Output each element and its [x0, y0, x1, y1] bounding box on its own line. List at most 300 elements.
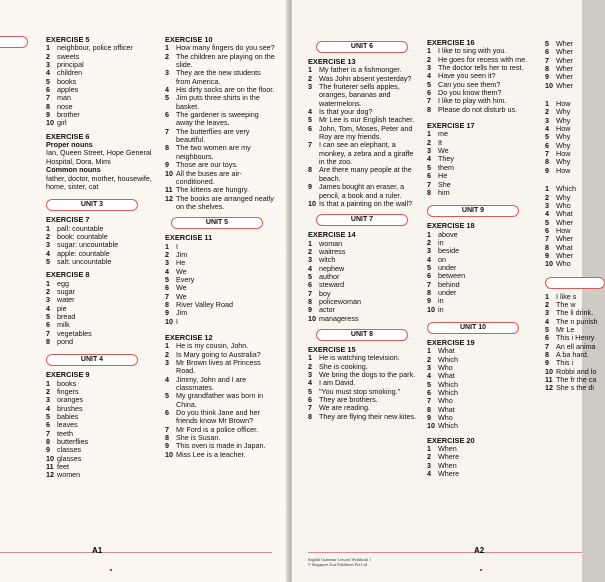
answer-item: [545, 65, 605, 73]
answer-text: The two women are my neighbours.: [176, 143, 251, 161]
answer-text: Why: [556, 107, 571, 117]
answer-number: 1: [545, 99, 549, 109]
exercise-title: EXERCISE 17: [427, 121, 475, 131]
answer-number: 2: [427, 237, 431, 247]
answer-item: [545, 260, 605, 268]
answer-item: [165, 309, 277, 317]
answer-number: 1: [308, 353, 312, 363]
answer-number: 10: [427, 421, 435, 431]
answer-number: 7: [545, 234, 549, 244]
answer-number: 1: [46, 223, 50, 233]
answer-number: 2: [165, 249, 169, 259]
answer-text: apples: [57, 85, 79, 95]
answer-text: Are there many people at the beach.: [319, 165, 412, 183]
answer-text: salt: uncountable: [57, 256, 112, 266]
answer-number: 3: [427, 146, 431, 156]
answer-text: in: [438, 304, 444, 314]
answer-item: [545, 142, 605, 150]
answer-text: in: [438, 237, 444, 247]
answer-item: [46, 471, 152, 479]
answer-item: [545, 252, 605, 260]
answer-text: Why: [556, 132, 571, 142]
answer-text: sweets: [57, 51, 80, 61]
answer-number: 6: [427, 271, 431, 281]
exercise-title: EXERCISE 8: [46, 270, 90, 280]
answer-text: nose: [57, 101, 73, 111]
answer-item: [308, 413, 418, 421]
answer-item: [545, 73, 605, 81]
answer-number: 5: [165, 93, 169, 103]
answer-text: The n punish: [556, 316, 598, 326]
answer-text: witch: [319, 255, 336, 265]
page-marker: [110, 569, 112, 571]
answer-item: [165, 144, 277, 161]
answer-number: 7: [545, 341, 549, 351]
answer-text: Robbi and lo: [556, 366, 597, 376]
answer-column-5: [545, 40, 605, 393]
answer-number: 6: [46, 85, 50, 95]
answer-number: 5: [427, 262, 431, 272]
answer-text: He: [438, 171, 448, 181]
answer-number: 3: [308, 82, 312, 92]
answer-number: 5: [46, 412, 50, 422]
answer-number: 3: [165, 68, 169, 78]
answer-item: [165, 111, 277, 128]
answer-number: 8: [46, 337, 50, 346]
answer-text: His dirty socks are on the floor.: [176, 85, 275, 95]
answer-number: 11: [46, 462, 54, 472]
answer-text: classes: [57, 445, 81, 455]
answer-number: 12: [165, 193, 173, 203]
answer-number: 4: [46, 68, 50, 78]
answer-number: 9: [46, 445, 50, 455]
answer-text: What: [438, 346, 455, 356]
answer-text: Mr Le: [556, 324, 575, 334]
answer-text: We bring the dogs to the park.: [319, 370, 416, 379]
answer-text: Jim: [176, 249, 188, 259]
answer-number: 5: [427, 379, 431, 389]
answer-item: [165, 359, 277, 376]
answer-item: [545, 125, 605, 133]
answer-text: I like to sing with you.: [438, 46, 507, 56]
answer-text: An ell anima: [556, 341, 596, 351]
answer-text: woman: [319, 238, 343, 248]
answer-number: 7: [427, 179, 431, 189]
answer-number: 2: [308, 246, 312, 256]
answer-list: [545, 293, 605, 393]
answer-item: [427, 189, 532, 197]
answer-number: 4: [427, 154, 431, 164]
answer-column-2: [165, 36, 277, 459]
answer-text: vegetables: [57, 328, 92, 338]
answer-number: 10: [308, 198, 316, 208]
answer-item: [545, 235, 605, 243]
answer-number: 8: [165, 143, 169, 153]
footer-copyright: © Singapore Asia Publishers Pte Ltd: [308, 562, 367, 567]
answer-text: girl: [57, 118, 67, 128]
answer-number: 6: [545, 47, 549, 57]
answer-text: principal: [57, 60, 84, 70]
answer-text: This i: [556, 358, 574, 368]
answer-text: She: [438, 179, 451, 189]
answer-number: 2: [545, 107, 549, 117]
answer-number: 10: [46, 453, 54, 463]
answer-item: [165, 170, 277, 187]
answer-number: 8: [308, 411, 312, 421]
answer-number: 10: [165, 316, 173, 326]
answer-text: water: [57, 295, 75, 305]
exercise-title: EXERCISE 16: [427, 38, 475, 47]
answer-text: The butterflies are very beautiful.: [176, 126, 250, 145]
answer-number: 9: [545, 250, 549, 260]
answer-number: 5: [46, 311, 50, 321]
answer-text: under: [438, 262, 457, 272]
answer-text: I: [176, 241, 178, 251]
answer-item: [545, 318, 605, 326]
answer-item: [545, 384, 605, 392]
answer-text: Do you know them?: [438, 88, 502, 98]
answer-list: [308, 66, 418, 208]
answer-text: him: [438, 187, 450, 197]
answer-number: 9: [545, 165, 549, 175]
answer-text: How many fingers do you see?: [176, 43, 275, 53]
answer-text: Please do not disturb us.: [438, 104, 518, 114]
answer-list: [545, 185, 605, 268]
answer-item: [545, 202, 605, 210]
answer-number: 4: [545, 209, 549, 219]
answer-number: 5: [545, 39, 549, 48]
unit-header: UNIT 9: [427, 205, 519, 217]
answer-item: [427, 306, 532, 314]
answer-number: 1: [427, 346, 431, 356]
answer-text: on: [438, 254, 446, 264]
answer-item: [545, 40, 605, 48]
answer-number: 1: [46, 378, 50, 388]
answer-text: It: [438, 137, 442, 147]
answer-text: fingers: [57, 387, 79, 397]
answer-number: 2: [427, 452, 431, 462]
answer-number: 4: [165, 85, 169, 95]
answer-text: James bought an eraser, a pencil, a book and a ruler.: [319, 182, 405, 200]
answer-number: 4: [46, 403, 50, 413]
answer-text: brother: [57, 110, 80, 120]
answer-number: 1: [308, 65, 312, 75]
exercise-title: EXERCISE 20: [427, 435, 475, 445]
answer-text: author: [319, 271, 340, 281]
answer-text: in: [438, 296, 444, 306]
answer-number: 2: [46, 51, 50, 61]
answer-text: apple: countable: [57, 248, 110, 258]
answer-item: [308, 315, 418, 323]
answer-text: policewoman: [319, 296, 361, 306]
answer-text: sugar: [57, 286, 75, 296]
answer-number: 8: [427, 187, 431, 197]
answer-text: actor: [319, 305, 335, 315]
answer-text: brushes: [57, 403, 83, 413]
answer-number: 2: [46, 286, 50, 296]
exercise-title: EXERCISE 6: [46, 131, 90, 141]
right-page: [292, 0, 598, 582]
answer-text: He: [176, 258, 186, 268]
answer-text: Mr Lee is our English teacher.: [319, 115, 415, 125]
answer-number: 2: [545, 192, 549, 202]
unit-header: UNIT 10: [427, 322, 519, 334]
answer-number: 5: [46, 76, 50, 86]
answer-text: The books are arranged neatly on the shelves.: [176, 193, 274, 211]
answer-text: Every: [176, 274, 195, 284]
answer-number: 6: [308, 280, 312, 290]
answer-text: We: [438, 146, 449, 156]
answer-number: 2: [427, 137, 431, 147]
answer-item: [46, 258, 152, 266]
answer-number: 3: [427, 246, 431, 256]
unit-header: UNIT 7: [316, 214, 408, 226]
answer-number: 10: [308, 313, 316, 323]
answer-number: 3: [165, 358, 169, 368]
answer-text: behind: [438, 279, 460, 289]
answer-text: babies: [57, 412, 79, 422]
answer-number: 5: [308, 115, 312, 125]
answer-number: 1: [427, 46, 431, 56]
answer-text: leaves: [57, 420, 78, 430]
answer-item: [545, 351, 605, 359]
answer-text: Who: [438, 413, 453, 423]
answer-number: 2: [165, 349, 169, 359]
answer-text: Mr Ford is a police officer.: [176, 424, 259, 434]
answer-text: The w: [556, 299, 576, 309]
answer-text: Those are our toys.: [176, 160, 238, 170]
answer-number: 6: [545, 225, 549, 235]
answer-text: Wher: [556, 55, 574, 65]
answer-item: [165, 451, 277, 459]
answer-text: I like s: [556, 291, 577, 301]
answer-number: 10: [46, 118, 54, 128]
answer-item: [165, 409, 277, 426]
exercise-title: EXERCISE 10: [165, 35, 213, 44]
answer-text: steward: [319, 280, 345, 290]
answer-text: Wher: [556, 80, 574, 90]
answer-number: 7: [427, 279, 431, 289]
answer-text: Wher: [556, 250, 574, 260]
answer-number: 3: [46, 395, 50, 405]
answer-number: 7: [165, 126, 169, 136]
page-number: A1: [92, 546, 103, 555]
answer-item: [165, 195, 277, 212]
answer-number: 10: [545, 366, 553, 376]
answer-number: 1: [46, 43, 50, 53]
answer-text: oranges: [57, 395, 83, 405]
answer-text: Who: [556, 200, 571, 210]
answer-text: between: [438, 271, 466, 281]
answer-item: [165, 392, 277, 409]
answer-text: They are the new students from America.: [176, 68, 261, 86]
answer-text: They: [438, 154, 454, 164]
footer-text: English Grammar Lessons Workbook 1: [308, 557, 372, 562]
answer-number: 3: [427, 63, 431, 73]
answer-list: [545, 100, 605, 175]
answer-number: 9: [46, 110, 50, 120]
answer-text: man: [57, 93, 71, 103]
answer-text: neighbour, police officer: [57, 43, 133, 53]
answer-number: 7: [46, 428, 50, 438]
answer-text: They are brothers.: [319, 395, 378, 405]
answer-text: What: [438, 404, 455, 414]
answer-item: [545, 82, 605, 90]
answer-number: 6: [165, 110, 169, 120]
answer-item: [308, 200, 418, 208]
answer-number: 4: [165, 374, 169, 384]
answer-item: [545, 48, 605, 56]
answer-list: [427, 231, 532, 314]
answer-text: Where: [438, 469, 460, 479]
answer-number: 10: [545, 259, 553, 269]
answer-number: 6: [165, 408, 169, 418]
answer-list: [46, 225, 152, 267]
answer-number: 10: [545, 80, 553, 90]
answer-text: "You must stop smoking.": [319, 386, 401, 396]
answer-text: Which: [438, 421, 458, 431]
answer-number: 7: [308, 403, 312, 413]
answer-text: nephew: [319, 263, 345, 273]
answer-number: 5: [308, 386, 312, 396]
answer-column-3: [308, 41, 418, 421]
answer-text: Miss Lee is a teacher.: [176, 449, 246, 459]
exercise-title: EXERCISE 12: [165, 333, 213, 342]
answer-number: 6: [427, 171, 431, 181]
answer-text: Mr Brown lives at Princess Road.: [176, 358, 261, 376]
answer-number: 7: [545, 149, 549, 159]
answer-number: 6: [46, 420, 50, 430]
answer-number: 4: [427, 469, 431, 479]
answer-number: 4: [427, 71, 431, 81]
answer-text: Who: [438, 396, 453, 406]
answer-text: Which: [438, 354, 458, 364]
answer-text: Who: [556, 259, 571, 269]
answer-number: 7: [165, 424, 169, 434]
footer-rule: [0, 552, 272, 553]
answer-text: manageress: [319, 313, 359, 323]
answer-number: 9: [165, 160, 169, 170]
answer-text: under: [438, 287, 457, 297]
answer-text: feet: [57, 462, 69, 472]
answer-number: 9: [427, 296, 431, 306]
answer-number: 2: [427, 354, 431, 364]
answer-number: 2: [545, 299, 549, 309]
answer-number: 2: [46, 387, 50, 397]
answer-number: 4: [46, 248, 50, 258]
answer-text: butterflies: [57, 437, 89, 447]
answer-text: Have you seen it?: [438, 71, 496, 81]
page-marker: [480, 569, 482, 571]
answer-number: 1: [165, 341, 169, 351]
answer-item: [545, 167, 605, 175]
answer-number: 5: [308, 271, 312, 281]
answer-text: We: [176, 291, 187, 301]
answer-number: 5: [427, 79, 431, 89]
answer-text: milk: [57, 320, 70, 330]
answer-text: Where: [438, 452, 460, 462]
answer-list: [165, 243, 277, 326]
answer-item: [545, 133, 605, 141]
answer-text: pond: [57, 337, 73, 346]
answer-text: Do you think Jane and her friends know Mr Brown?: [176, 408, 260, 426]
answer-text: How: [556, 124, 571, 134]
proper-nouns-text: Ian, Queen Street, Hope General Hospital, Dora, Mimi: [46, 148, 152, 166]
answer-number: 1: [427, 444, 431, 454]
answer-number: 10: [165, 168, 173, 178]
answer-number: 8: [545, 157, 549, 167]
exercise-title: EXERCISE 15: [308, 344, 356, 354]
answer-text: I am David.: [319, 378, 356, 388]
answer-number: 7: [308, 140, 312, 150]
exercise-title: EXERCISE 19: [427, 337, 475, 347]
exercise-title: EXERCISE 13: [308, 57, 356, 66]
answer-number: 3: [545, 200, 549, 210]
unit-header: UNIT 3: [46, 199, 138, 211]
answer-text: We are reading.: [319, 403, 371, 413]
answer-text: When: [438, 444, 457, 454]
answer-text: The doctor tells her to rest.: [438, 63, 524, 73]
answer-item: [165, 69, 277, 86]
answer-text: Wher: [556, 64, 574, 74]
answer-item: [545, 117, 605, 125]
answer-column-1: [46, 36, 152, 480]
answer-number: 3: [46, 240, 50, 250]
answer-number: 1: [427, 129, 431, 139]
answer-number: 7: [545, 55, 549, 65]
answer-number: 1: [165, 43, 169, 53]
answer-text: Wher: [556, 217, 574, 227]
answer-text: them: [438, 162, 454, 172]
answer-number: 6: [165, 283, 169, 293]
answer-number: 4: [165, 266, 169, 276]
answer-item: [427, 422, 532, 430]
answer-text: She is Susan.: [176, 433, 221, 443]
answer-number: 4: [308, 378, 312, 388]
answer-number: 7: [427, 396, 431, 406]
answer-number: 1: [427, 229, 431, 239]
answer-text: Why: [556, 115, 571, 125]
answer-number: 3: [308, 370, 312, 379]
answer-text: Jimmy, John and I are classmates.: [176, 374, 247, 393]
answer-number: 4: [46, 303, 50, 313]
answer-number: 5: [545, 132, 549, 142]
answer-text: Which: [438, 379, 458, 389]
answer-number: 3: [46, 60, 50, 70]
answer-number: 5: [46, 256, 50, 266]
answer-list: [427, 347, 532, 430]
unit-header: UNIT 8: [316, 329, 408, 341]
answer-text: The gardener is sweeping away the leaves.: [176, 110, 259, 128]
answer-item: [165, 376, 277, 393]
exercise-title: EXERCISE 9: [46, 370, 90, 380]
page-number: A2: [474, 546, 485, 555]
answer-text: Jim puts three shirts in the basket.: [176, 93, 260, 111]
answer-number: 5: [165, 391, 169, 401]
answer-number: 4: [427, 254, 431, 264]
unit-header: UNIT 6: [316, 41, 408, 53]
answer-number: 5: [427, 162, 431, 172]
answer-text: children: [57, 68, 83, 78]
answer-item: [308, 83, 418, 108]
answer-text: glasses: [57, 453, 82, 463]
answer-text: I like to play with him.: [438, 96, 507, 106]
answer-text: He is watching television.: [319, 353, 400, 363]
exercise-title: EXERCISE 14: [308, 230, 356, 240]
answer-number: 2: [308, 361, 312, 371]
answer-item: [545, 100, 605, 108]
answer-text: Is Mary going to Australia?: [176, 349, 261, 359]
